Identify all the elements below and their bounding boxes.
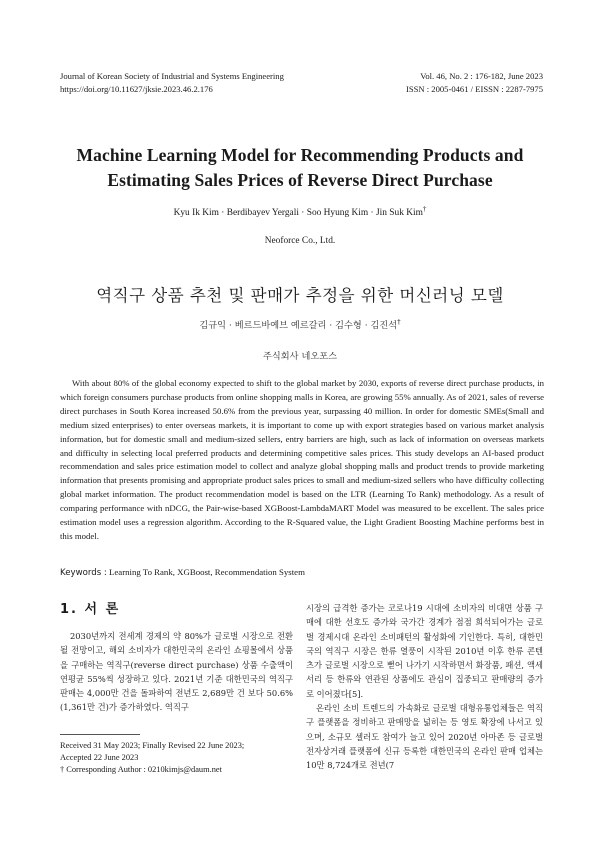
korean-author-list	[40, 317, 560, 331]
footnote	[60, 740, 300, 775]
body-paragraph: 시장의 급격한 증가는 코로나19 시대에 소비자의 비대면 상품 구매에 대한 선호도 증가와 국가간 경계가 점점 희석되어가는 글로벌 경제시대 온라인 소비패턴의 활성화에 기인한다. 특히, 대한민국의 역직구 시장은 한류 열풍이 시작된 2010년 이후 한류 콘텐츠가 글로벌 시장으로 뻗어 나가기 시작하면서 화장품, 패션, 액세서리 등 한류와 연관된 상품에도 관심이 집중되고 판매량의 증가로 이어졌다[5].	[306, 603, 543, 699]
paper-title-line-2: Estimating Sales Prices of Reverse Direct Purchase	[107, 170, 493, 190]
issn-info: ISSN : 2005-0461 / EISSN : 2287-7975	[405, 84, 543, 94]
footnote-accepted: Accepted 22 June 2023	[60, 752, 139, 762]
footnote-received: Received 31 May 2023; Finally Revised 22 June 2023;	[60, 741, 245, 750]
footnote-divider	[60, 734, 140, 735]
keywords-text: Learning To Rank, XGBoost, Recommendation System	[109, 567, 305, 577]
body-paragraph: 2030년까지 전세계 경제의 약 80%가 글로벌 시장으로 전환될 전망이고, 해외 소비자가 대한민국의 온라인 쇼핑몰에서 상품을 구매하는 역직구(reverse direct purchase) 상품 수출액이 연평균 55%씩 성장하고 있다. 2021년 기준 대한민국의 역직구 판매는 4,000만 건을 돌파하여 전년도 2,689만 건 보다 50.6% (1,361만 건)가 증가하였다. 역직구	[60, 631, 293, 713]
keywords-label: Keywords :	[60, 568, 107, 578]
korean-affiliation: 주식회사 네오포스	[263, 351, 337, 362]
journal-header	[60, 70, 284, 96]
korean-title: 역직구 상품 추천 및 판매가 추정을 위한 머신러닝 모델	[96, 286, 504, 305]
paper-title-line-1: Machine Learning Model for Recommending Products and	[76, 145, 524, 165]
author-list	[40, 205, 560, 218]
doi-link[interactable]: https://doi.org/10.11627/jksie.2023.46.2.176	[60, 84, 213, 94]
journal-name: Journal of Korean Society of Industrial and Systems Engineering	[60, 71, 284, 81]
body-column-left	[60, 629, 293, 715]
corresponding-dagger: †	[422, 205, 427, 213]
body-column-right	[306, 601, 543, 773]
affiliation: Neoforce Co., Ltd.	[264, 236, 336, 246]
keywords	[60, 567, 305, 578]
section-title: 1. 서 론	[60, 602, 121, 617]
issue-header	[406, 70, 543, 96]
body-paragraph: 온라인 소비 트렌드의 가속화로 글로벌 대형유통업체들은 역직구 플랫폼을 정비하고 판매망을 넓히는 등 영토 확장에 나서고 있으며, 소규모 셀러도 참여가 늘고 있어 2020년 아마존 등 글로벌 전자상거래 플랫폼에 신규 등록한 대한민국의 온라인 판매 업체는 10만 8,724개로 전년(7	[306, 703, 543, 771]
korean-authors-text: 김규익 · 베르드바예브 예르갈리 · 김수형 · 김진석	[199, 320, 398, 331]
abstract: With about 80% of the global economy expected to shift to the global market by 2030, exports of reverse direct purchase products, in which foreign consumers purchase products from online shopping malls in Korea, are growing 55% annually. As of 2021, sales of reverse direct purchases in South Korea increased 50.6% from the previous year, surpassing 40 million. In order for domestic SMEs(Small and medium sized enterprises) to enter overseas markets, it is important to come up with export strategies based on various market analysis information, but for domestic small and medium-sized sellers, entry barriers are high, such as lack of information on overseas markets and difficulty in selecting local preferred products and determining competitive sales prices. This study develops an AI-based product recommendation and sales price estimation model to collect and analyze global shopping malls and product trends to provide marketing information that presents promising and appropriate product sales prices to small and medium-sized sellers who have difficulty collecting global market information. The product recommendation model is based on the LTR (Learning To Rank) methodology. As a result of comparing performance with nDCG, the Pair-wise-based XGBoost-LambdaMART Model was measured to be excellent. The sales price estimation model uses a regression algorithm. According to the R-Squared value, the Light Gradient Boosting Machine performs best in this model.	[60, 378, 544, 541]
volume-info: Vol. 46, No. 2 : 176-182, June 2023	[420, 71, 543, 81]
paper-title	[40, 143, 560, 193]
footnote-corresponding: † Corresponding Author : 0210kimjs@daum.net	[60, 764, 222, 774]
korean-corresponding-dagger: †	[397, 317, 401, 326]
authors-text: Kyu Ik Kim · Berdibayev Yergali · Soo Hyung Kim · Jin Suk Kim	[173, 208, 423, 219]
